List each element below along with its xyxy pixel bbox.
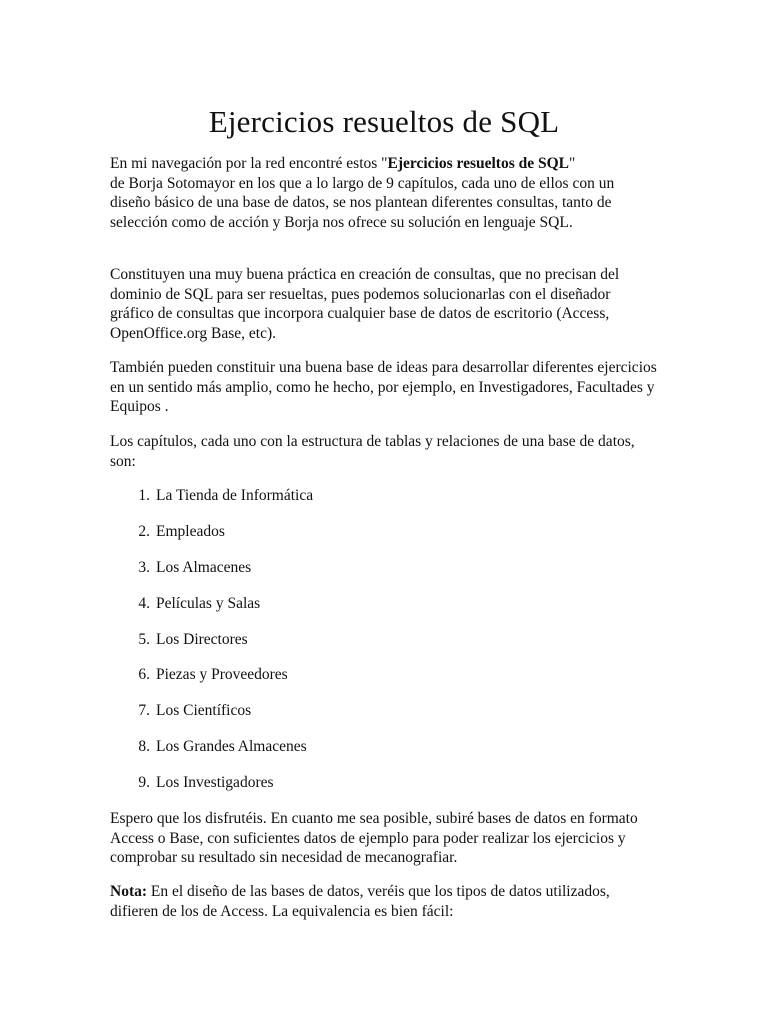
list-item-number: 8. xyxy=(138,738,150,756)
list-item-label: Los Almacenes xyxy=(156,558,252,576)
note-paragraph xyxy=(110,882,658,921)
list-item-label: La Tienda de Informática xyxy=(156,487,314,504)
list-item-label: Los Investigadores xyxy=(156,774,274,792)
practice-paragraph: Constituyen una muy buena práctica en creación de consultas, que no precisan del dominio de SQL para ser resueltas, pues podemos solucionarlas con el diseñador gráfico de consultas que incorpora cualquier base de datos de escritorio (Access, OpenOffice.org Base, etc). xyxy=(110,266,620,342)
list-item xyxy=(110,737,658,773)
list-item-label: Los Grandes Almacenes xyxy=(156,738,307,756)
list-item-number: 2. xyxy=(138,522,150,540)
intro-bold-title: Ejercicios resueltos de SQL xyxy=(387,155,570,172)
document-title: Ejercicios resueltos de SQL xyxy=(208,104,560,139)
intro-rest: de Borja Sotomayor en los que a lo largo de 9 capítulos, cada uno de ellos con un diseño básico de una base de datos, se nos plantean diferentes consultas, tanto de selección como de acción y Borja nos ofrece su solución en lenguaje SQL. xyxy=(110,174,615,231)
list-item-number: 3. xyxy=(138,558,150,576)
list-item-number: 4. xyxy=(138,594,150,612)
list-item-label: Empleados xyxy=(156,522,225,540)
list-item-number: 9. xyxy=(138,774,150,792)
list-item-label: Los Directores xyxy=(156,630,248,648)
chapters-intro-paragraph: Los capítulos, cada uno con la estructura de tablas y relaciones de una base de datos, son: xyxy=(110,433,635,470)
intro-line-suffix: " xyxy=(569,155,576,172)
closing-paragraph: Espero que los disfrutéis. En cuanto me sea posible, subiré bases de datos en formato Access o Base, con suficientes datos de ejemplo para poder realizar los ejercicios y comprobar su resultado sin necesidad de mecanografiar. xyxy=(110,810,638,866)
list-item-label: Los Científicos xyxy=(156,702,252,720)
list-item xyxy=(110,701,658,737)
note-text: En el diseño de las bases de datos, veréis que los tipos de datos utilizados, difieren de los de Access. La equivalencia es bien fácil: xyxy=(110,883,610,920)
list-item-number: 7. xyxy=(138,702,150,720)
list-item xyxy=(110,594,658,630)
list-item xyxy=(110,630,658,666)
list-item xyxy=(110,522,658,558)
list-item-number: 5. xyxy=(138,630,150,648)
list-item xyxy=(110,773,658,809)
list-item-label: Películas y Salas xyxy=(156,594,261,612)
list-item xyxy=(110,486,658,522)
intro-paragraph xyxy=(110,154,658,232)
list-item-number: 1. xyxy=(138,487,150,504)
list-item-label: Piezas y Proveedores xyxy=(156,666,288,684)
list-item xyxy=(110,558,658,594)
intro-line-prefix: En mi navegación por la red encontré estos " xyxy=(110,155,388,172)
list-item xyxy=(110,665,658,701)
note-label: Nota: xyxy=(110,883,148,900)
list-item-number: 6. xyxy=(138,666,150,684)
chapters-list xyxy=(110,486,658,809)
ideas-paragraph: También pueden constituir una buena base de ideas para desarrollar diferentes ejercicios en un sentido más amplio, como he hecho, por ejemplo, en Investigadores, Facultades y Equipos . xyxy=(110,359,657,415)
